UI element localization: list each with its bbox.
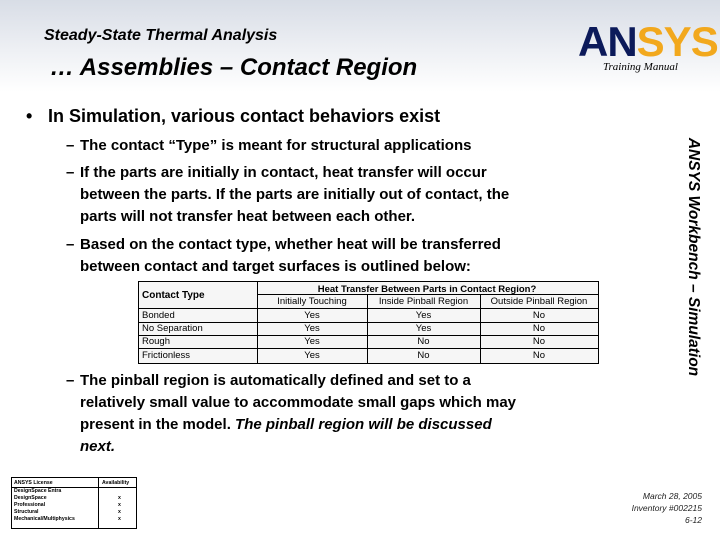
footer-inventory: Inventory #002215 [631,503,702,513]
table-cell: No [532,323,546,334]
table-cell: No [532,350,546,361]
footer-date: March 28, 2005 [642,491,702,501]
side-label: ANSYS Workbench – Simulation [685,137,702,377]
table-cell: Yes [304,336,320,347]
table-cell: Yes [415,310,432,321]
column-header: Inside Pinball Region [378,296,469,307]
table-cell: Yes [304,323,320,334]
column-header: Initially Touching [277,296,347,307]
table-corner-header: Contact Type [142,290,205,301]
table-group-header: Heat Transfer Between Parts in Contact Region? [317,284,537,295]
table-cell: Yes [304,350,320,361]
table-row-type: Frictionless [142,350,191,361]
table-cell: No [417,350,430,361]
sub-bullet-1: – The contact “Type” is meant for structural applications [66,137,472,154]
sub-bullet-3: – Based on the contact type, whether heat will be transferred between contact and target surfaces is outlined below: [66,236,501,275]
sub-bullet-4: – The pinball region is automatically defined and set to a relatively small value to accommodate small gaps which may present in the model. The pinball region will be discussed next. [66,372,517,455]
sub-bullet-2: – If the parts are initially in contact, heat transfer will occur between the parts. If the parts are initially out of contact, the parts will not transfer heat between each other. [66,164,510,225]
slide-subtitle: Steady-State Thermal Analysis [44,27,278,44]
training-manual-label: Training Manual [603,61,678,73]
table-cell: No [532,310,546,321]
table-row-type: Rough [142,336,170,347]
table-cell: Yes [304,310,320,321]
table-cell: Yes [415,323,432,334]
ansys-logo [576,18,718,65]
slide-title: … Assemblies – Contact Region [50,54,418,81]
main-bullet: • In Simulation, various contact behaviors exist [26,106,441,126]
table-row-type: No Separation [142,323,203,334]
license-availability-table: ANSYS License Availability DesignSpace Entra DesignSpace x Professional x Structural x Mechanical/Multiphysics x [11,477,137,529]
table-row-type: Bonded [142,310,175,321]
table-cell: No [532,336,546,347]
table-cell: No [417,336,430,347]
pinball-note: The pinball region will be discussed [235,416,492,433]
contact-heat-transfer-table [138,281,599,364]
bullet-marker: • [26,106,33,126]
logo-an-text: ANSYS [578,18,718,65]
footer-page-number: 6-12 [684,515,702,525]
column-header: Outside Pinball Region [490,296,588,307]
